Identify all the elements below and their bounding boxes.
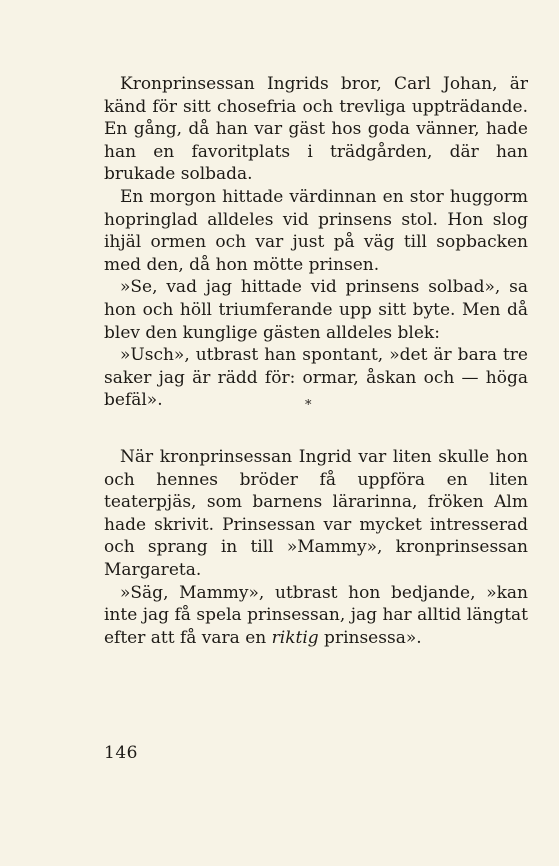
paragraph: »Se, vad jag hittade vid prinsens solbad», sa hon och höll triumferande upp sitt byte. Men då blev den kunglige gästen alldeles blek: [104,277,528,343]
anecdote-ingrid [104,446,528,649]
paragraph-text-start: »Säg, Mammy», utbrast hon bedjande, »kan inte jag få spela prinsessan, jag har alltid längtat efter att få vara en [104,582,528,648]
paragraph: Kronprinsessan Ingrids bror, Carl Johan, är känd för sitt chosefria och trevliga uppträdande. En gång, då han var gäst hos goda vänner, hade han en favoritplats i trädgården, där han brukade solbada. [104,74,528,185]
paragraph [104,582,528,650]
paragraph: När kronprinsessan Ingrid var liten skulle hon och hennes bröder få uppföra en liten teaterpjäs, som barnens lärarinna, fröken Alm hade skrivit. Prinsessan var mycket intresserad och sprang in till »Mammy», kronprinsessan Margareta. [104,447,528,580]
emphasized-word: riktig [271,627,319,648]
paragraph-text-end: prinsessa». [318,627,422,648]
page-number: 146 [104,743,138,763]
section-divider-asterisk: * [305,398,312,413]
anecdote-carl-johan [104,73,528,412]
paragraph: En morgon hittade värdinnan en stor huggorm hopringlad alldeles vid prinsens stol. Hon slog ihjäl ormen och var just på väg till sopbacken med den, då hon mötte prinsen. [104,186,528,275]
paragraph: »Usch», utbrast han spontant, »det är bara tre saker jag är rädd för: ormar, åskan och — höga befäl». [104,345,528,411]
